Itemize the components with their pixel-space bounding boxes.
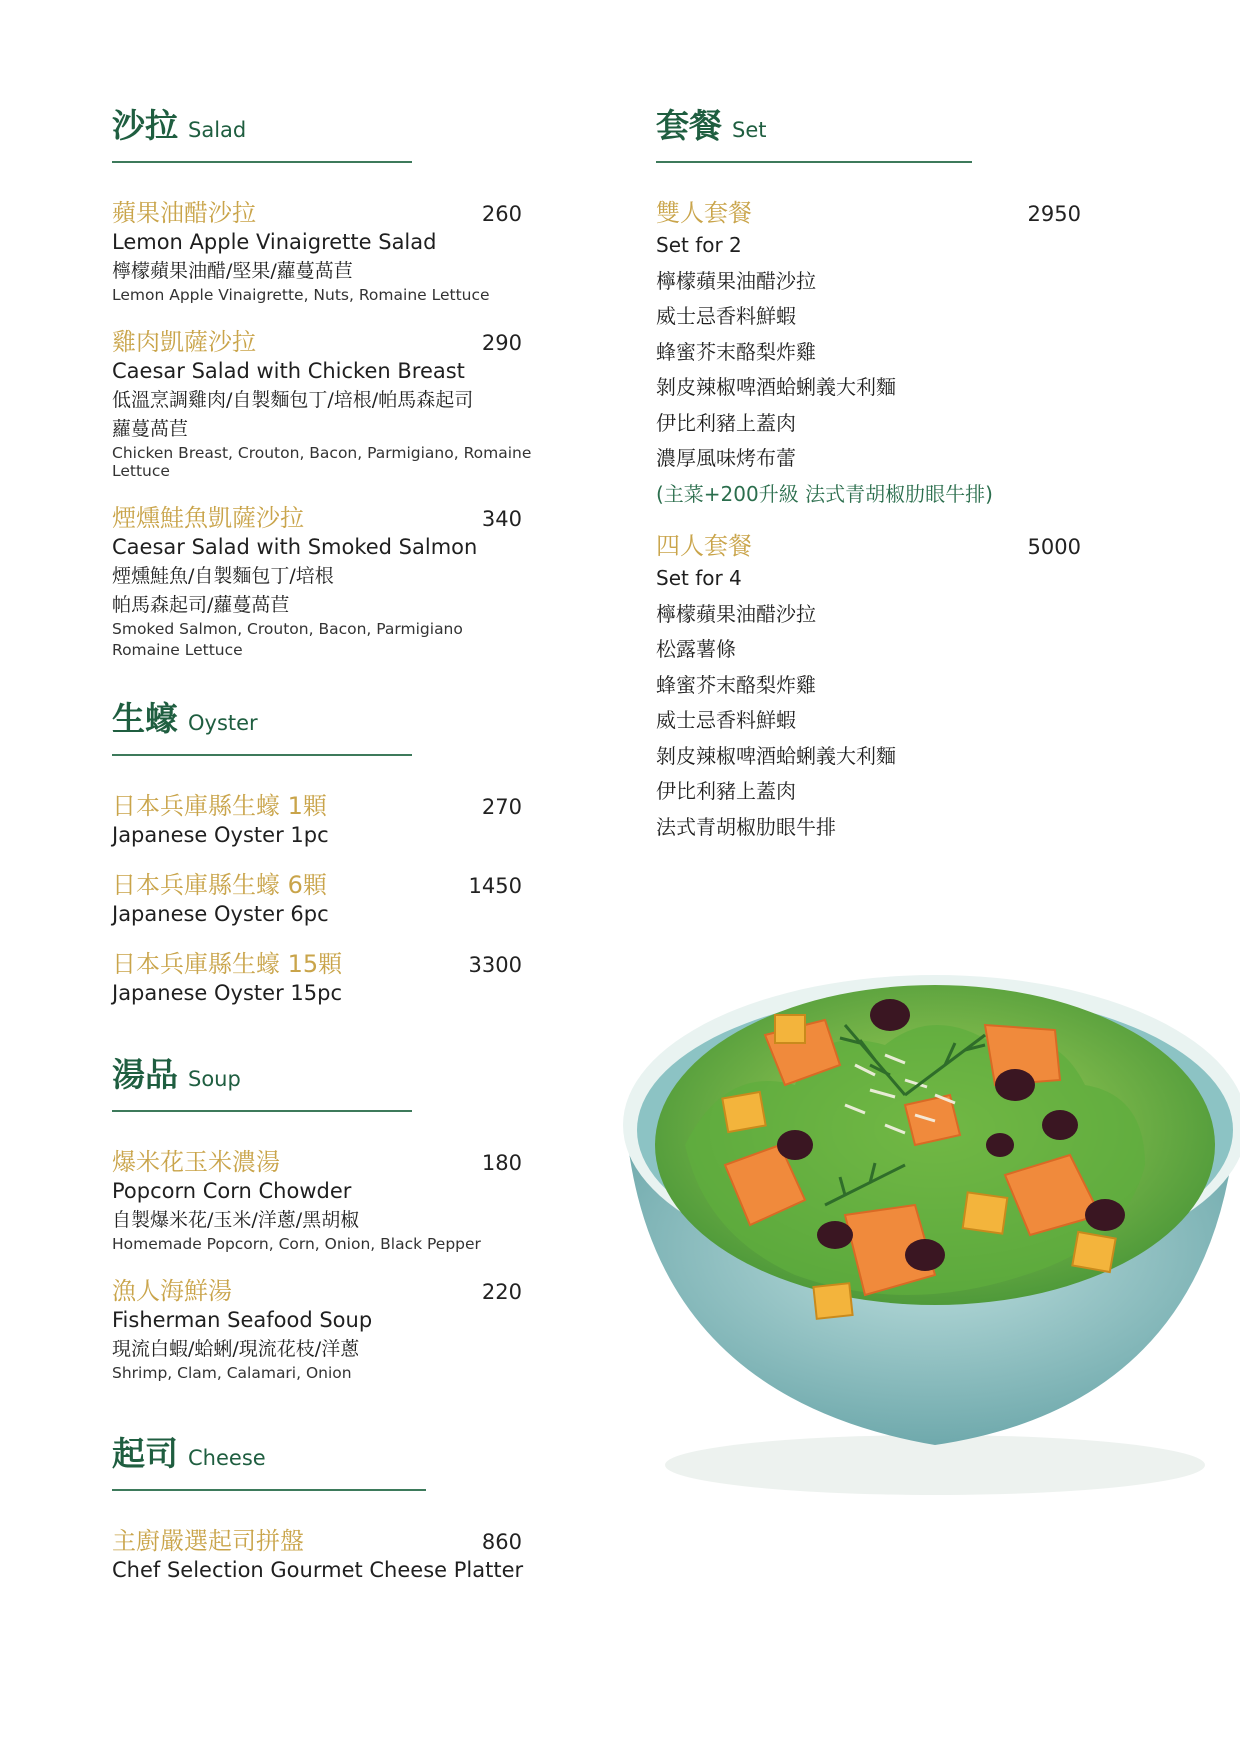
set-course: 伊比利豬上蓋肉 xyxy=(656,779,796,803)
item-description-en: Shrimp, Clam, Calamari, Onion xyxy=(112,1364,352,1382)
section-title-zh: 套餐 xyxy=(656,106,722,145)
item-price: 270 xyxy=(481,795,522,819)
menu-item xyxy=(112,865,582,926)
right-column xyxy=(656,100,1116,859)
menu-item xyxy=(112,1271,582,1382)
item-description-zh: 帕馬森起司/蘿蔓萵苣 xyxy=(112,594,290,616)
item-name-zh: 日本兵庫縣生蠔 15顆 xyxy=(112,950,343,978)
menu-item xyxy=(112,1142,582,1253)
section-title-en: Cheese xyxy=(188,1446,266,1470)
set-course: 松露薯條 xyxy=(656,637,736,661)
item-name-en: Caesar Salad with Smoked Salmon xyxy=(112,535,478,559)
section-title-en: Salad xyxy=(188,118,247,142)
set-course: 剝皮辣椒啤酒蛤蜊義大利麵 xyxy=(656,743,896,768)
set-for-2 xyxy=(656,193,1116,512)
item-price: 180 xyxy=(481,1151,522,1175)
item-price: 340 xyxy=(481,507,522,531)
menu-item xyxy=(112,498,582,659)
section-header xyxy=(112,1049,582,1096)
item-name-zh: 蘋果油醋沙拉 xyxy=(112,199,256,227)
item-description-zh: 現流白蝦/蛤蜊/現流花枝/洋蔥 xyxy=(112,1338,360,1360)
item-description-en: Smoked Salmon, Crouton, Bacon, Parmigiano xyxy=(112,620,463,638)
item-name-zh: 雞肉凱薩沙拉 xyxy=(112,328,256,356)
section-divider xyxy=(112,1110,412,1112)
section-soup xyxy=(112,1049,582,1382)
item-description-en: Romaine Lettuce xyxy=(112,641,243,659)
set-name-zh: 雙人套餐 xyxy=(656,199,752,227)
menu-item xyxy=(112,786,582,847)
item-price: 260 xyxy=(481,202,522,226)
set-price: 2950 xyxy=(1027,202,1081,226)
section-divider xyxy=(656,161,972,163)
set-course: 蜂蜜芥末酪梨炸雞 xyxy=(656,339,816,364)
section-title-en: Soup xyxy=(188,1067,241,1091)
menu-item xyxy=(112,193,582,304)
item-price: 220 xyxy=(481,1280,522,1304)
set-course: 伊比利豬上蓋肉 xyxy=(656,410,796,435)
item-description-zh: 煙燻鮭魚/自製麵包丁/培根 xyxy=(112,565,334,587)
set-course: 法式青胡椒肋眼牛排 xyxy=(656,814,836,839)
item-price: 3300 xyxy=(468,953,522,977)
section-divider xyxy=(112,754,412,756)
item-name-en: Caesar Salad with Chicken Breast xyxy=(112,359,465,383)
set-course: 檸檬蘋果油醋沙拉 xyxy=(656,601,816,626)
menu-item xyxy=(112,944,582,1005)
section-title-en: Oyster xyxy=(188,711,258,735)
menu-item xyxy=(112,1521,582,1582)
set-course: 剝皮辣椒啤酒蛤蜊義大利麵 xyxy=(656,375,896,399)
set-course: 濃厚風味烤布蕾 xyxy=(656,446,796,470)
item-name-zh: 煙燻鮭魚凱薩沙拉 xyxy=(112,504,304,532)
item-description-en: Homemade Popcorn, Corn, Onion, Black Pepper xyxy=(112,1235,481,1253)
item-name-zh: 漁人海鮮湯 xyxy=(112,1277,232,1305)
item-name-en: Japanese Oyster 1pc xyxy=(112,823,329,847)
left-column xyxy=(112,100,582,1600)
section-title-zh: 生蠔 xyxy=(112,699,178,738)
item-price: 290 xyxy=(481,331,522,355)
section-divider xyxy=(112,1489,426,1491)
item-description-en: Lemon Apple Vinaigrette, Nuts, Romaine Lettuce xyxy=(112,286,490,304)
section-cheese xyxy=(112,1428,582,1582)
section-header xyxy=(112,100,582,147)
salad-bowl-illustration xyxy=(605,925,1240,1515)
item-name-zh: 日本兵庫縣生蠔 1顆 xyxy=(112,792,327,820)
set-course: 威士忌香料鮮蝦 xyxy=(656,304,796,328)
section-header xyxy=(656,100,1116,147)
set-name-en: Set for 4 xyxy=(656,566,742,590)
item-description-zh: 自製爆米花/玉米/洋蔥/黑胡椒 xyxy=(112,1209,360,1231)
set-name-en: Set for 2 xyxy=(656,233,742,257)
section-title-zh: 沙拉 xyxy=(112,106,178,145)
item-name-en: Japanese Oyster 6pc xyxy=(112,902,329,926)
section-header xyxy=(112,693,582,740)
section-salad xyxy=(112,100,582,659)
set-course: 威士忌香料鮮蝦 xyxy=(656,708,796,732)
item-name-en: Popcorn Corn Chowder xyxy=(112,1179,352,1203)
item-name-zh: 日本兵庫縣生蠔 6顆 xyxy=(112,871,327,899)
item-description-zh: 蘿蔓萵苣 xyxy=(112,418,189,440)
item-name-zh: 主廚嚴選起司拼盤 xyxy=(112,1527,304,1555)
item-description-zh: 低溫烹調雞肉/自製麵包丁/培根/帕馬森起司 xyxy=(112,389,474,411)
section-title-zh: 起司 xyxy=(112,1434,178,1473)
set-name-zh: 四人套餐 xyxy=(656,532,752,560)
section-divider xyxy=(112,161,412,163)
section-title-zh: 湯品 xyxy=(112,1055,178,1094)
set-course: 蜂蜜芥末酪梨炸雞 xyxy=(656,672,816,697)
section-title-en: Set xyxy=(732,118,767,142)
item-description-zh: 檸檬蘋果油醋/堅果/蘿蔓萵苣 xyxy=(112,260,353,282)
item-description-en: Chicken Breast, Crouton, Bacon, Parmigiano, Romaine Lettuce xyxy=(112,444,532,480)
item-name-en: Japanese Oyster 15pc xyxy=(112,981,342,1005)
set-course: 檸檬蘋果油醋沙拉 xyxy=(656,268,816,293)
item-name-en: Lemon Apple Vinaigrette Salad xyxy=(112,230,437,254)
item-price: 1450 xyxy=(468,874,522,898)
menu-item xyxy=(112,322,582,480)
item-price: 860 xyxy=(481,1530,522,1554)
set-for-4 xyxy=(656,526,1116,845)
section-header xyxy=(112,1428,582,1475)
item-name-en: Fisherman Seafood Soup xyxy=(112,1308,373,1332)
set-price: 5000 xyxy=(1027,535,1081,559)
item-name-zh: 爆米花玉米濃湯 xyxy=(112,1148,280,1176)
item-name-en: Chef Selection Gourmet Cheese Platter xyxy=(112,1558,524,1582)
section-oyster xyxy=(112,693,582,1005)
set-upgrade-note: (主菜+200升級 法式青胡椒肋眼牛排) xyxy=(656,481,993,506)
